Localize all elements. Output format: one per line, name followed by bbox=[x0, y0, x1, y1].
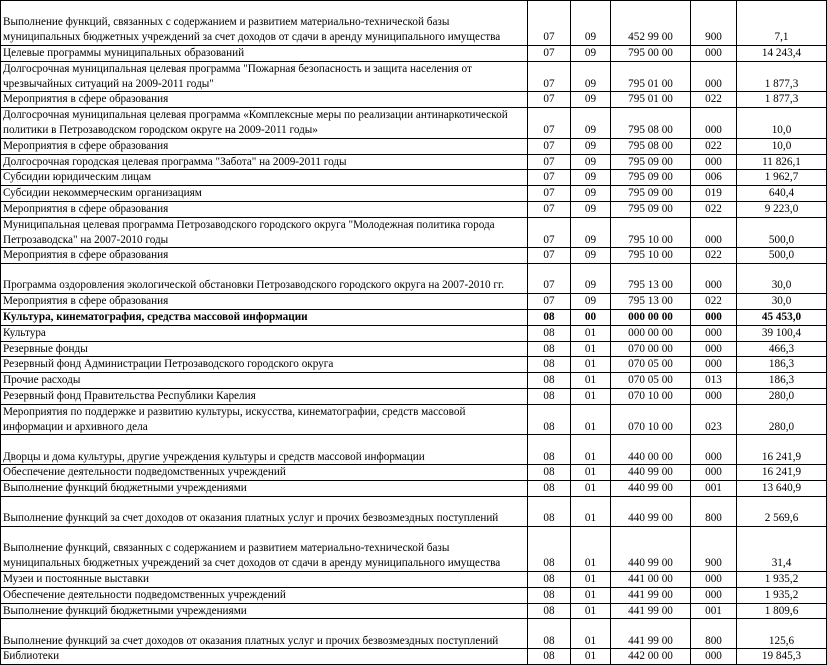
row-name-cell: Мероприятия в сфере образования bbox=[1, 248, 528, 264]
section-code-cell: 08 bbox=[528, 587, 571, 603]
table-row bbox=[1, 649, 827, 665]
expense-type-cell: 900 bbox=[691, 526, 737, 571]
section-code-cell: 07 bbox=[528, 1, 571, 46]
target-article-cell: 441 99 00 bbox=[611, 587, 691, 603]
section-code-cell: 07 bbox=[528, 201, 571, 217]
amount-cell: 125,6 bbox=[737, 619, 827, 649]
amount-cell: 7,1 bbox=[737, 1, 827, 46]
row-name-cell: Выполнение функций бюджетными учреждениями bbox=[1, 603, 528, 619]
table-row bbox=[1, 186, 827, 202]
target-article-cell: 795 00 00 bbox=[611, 46, 691, 62]
amount-cell: 1 962,7 bbox=[737, 170, 827, 186]
target-article-cell: 440 99 00 bbox=[611, 526, 691, 571]
row-name-cell: Целевые программы муниципальных образований bbox=[1, 46, 528, 62]
subsection-code-cell: 01 bbox=[571, 587, 611, 603]
subsection-code-cell: 01 bbox=[571, 341, 611, 357]
subsection-code-cell: 09 bbox=[571, 92, 611, 108]
expense-type-cell: 000 bbox=[691, 571, 737, 587]
expense-type-cell: 022 bbox=[691, 248, 737, 264]
budget-table-body bbox=[1, 1, 827, 665]
subsection-code-cell: 09 bbox=[571, 138, 611, 154]
target-article-cell: 070 05 00 bbox=[611, 373, 691, 389]
section-code-cell: 07 bbox=[528, 61, 571, 92]
section-code-cell: 07 bbox=[528, 264, 571, 294]
target-article-cell: 795 09 00 bbox=[611, 201, 691, 217]
amount-cell: 280,0 bbox=[737, 388, 827, 404]
subsection-code-cell: 01 bbox=[571, 373, 611, 389]
subsection-code-cell: 09 bbox=[571, 186, 611, 202]
section-code-cell: 08 bbox=[528, 325, 571, 341]
target-article-cell: 000 00 00 bbox=[611, 309, 691, 325]
target-article-cell: 795 09 00 bbox=[611, 186, 691, 202]
row-name-cell: Выполнение функций, связанных с содержанием и развитием материально-технической базы муниципальных бюджетных учреждений за счет доходов от сдачи в аренду муниципального имущества bbox=[1, 1, 528, 46]
section-code-cell: 08 bbox=[528, 571, 571, 587]
section-code-cell: 07 bbox=[528, 108, 571, 139]
section-code-cell: 08 bbox=[528, 404, 571, 435]
subsection-code-cell: 01 bbox=[571, 481, 611, 497]
target-article-cell: 441 00 00 bbox=[611, 571, 691, 587]
row-name-cell: Мероприятия в сфере образования bbox=[1, 201, 528, 217]
subsection-code-cell: 00 bbox=[571, 309, 611, 325]
row-name-cell: Выполнение функций, связанных с содержанием и развитием материально-технической базы муниципальных бюджетных учреждений за счет доходов от сдачи в аренду муниципального имущества bbox=[1, 526, 528, 571]
section-code-cell: 08 bbox=[528, 357, 571, 373]
section-code-cell: 08 bbox=[528, 373, 571, 389]
subsection-code-cell: 09 bbox=[571, 170, 611, 186]
subsection-code-cell: 09 bbox=[571, 248, 611, 264]
target-article-cell: 795 09 00 bbox=[611, 154, 691, 170]
expense-type-cell: 000 bbox=[691, 341, 737, 357]
section-code-cell: 08 bbox=[528, 388, 571, 404]
expense-type-cell: 013 bbox=[691, 373, 737, 389]
target-article-cell: 441 99 00 bbox=[611, 603, 691, 619]
subsection-code-cell: 01 bbox=[571, 649, 611, 665]
subsection-code-cell: 01 bbox=[571, 388, 611, 404]
expense-type-cell: 022 bbox=[691, 138, 737, 154]
expense-type-cell: 900 bbox=[691, 1, 737, 46]
expense-type-cell: 000 bbox=[691, 325, 737, 341]
expense-type-cell: 000 bbox=[691, 264, 737, 294]
target-article-cell: 440 99 00 bbox=[611, 496, 691, 526]
amount-cell: 30,0 bbox=[737, 264, 827, 294]
target-article-cell: 795 10 00 bbox=[611, 248, 691, 264]
expense-type-cell: 000 bbox=[691, 435, 737, 465]
target-article-cell: 452 99 00 bbox=[611, 1, 691, 46]
expense-type-cell: 000 bbox=[691, 61, 737, 92]
target-article-cell: 795 13 00 bbox=[611, 294, 691, 310]
row-name-cell: Выполнение функций за счет доходов от оказания платных услуг и прочих безвозмездных поступлений bbox=[1, 496, 528, 526]
target-article-cell: 070 05 00 bbox=[611, 357, 691, 373]
amount-cell: 31,4 bbox=[737, 526, 827, 571]
target-article-cell: 070 10 00 bbox=[611, 404, 691, 435]
table-row bbox=[1, 294, 827, 310]
row-name-cell: Резервный фонд Правительства Республики Карелия bbox=[1, 388, 528, 404]
table-row bbox=[1, 170, 827, 186]
subsection-code-cell: 09 bbox=[571, 201, 611, 217]
target-article-cell: 795 08 00 bbox=[611, 138, 691, 154]
expense-type-cell: 023 bbox=[691, 404, 737, 435]
target-article-cell: 795 10 00 bbox=[611, 217, 691, 248]
subsection-code-cell: 01 bbox=[571, 603, 611, 619]
table-row bbox=[1, 46, 827, 62]
table-row bbox=[1, 1, 827, 46]
amount-cell: 1 877,3 bbox=[737, 92, 827, 108]
table-row bbox=[1, 217, 827, 248]
section-code-cell: 08 bbox=[528, 481, 571, 497]
target-article-cell: 070 10 00 bbox=[611, 388, 691, 404]
expense-type-cell: 000 bbox=[691, 108, 737, 139]
row-name-cell: Выполнение функций бюджетными учреждениями bbox=[1, 481, 528, 497]
target-article-cell: 795 09 00 bbox=[611, 170, 691, 186]
subsection-code-cell: 09 bbox=[571, 154, 611, 170]
table-row bbox=[1, 138, 827, 154]
amount-cell: 186,3 bbox=[737, 373, 827, 389]
table-row bbox=[1, 309, 827, 325]
table-row bbox=[1, 201, 827, 217]
amount-cell: 19 845,3 bbox=[737, 649, 827, 665]
row-name-cell: Дворцы и дома культуры, другие учреждения культуры и средств массовой информации bbox=[1, 435, 528, 465]
amount-cell: 30,0 bbox=[737, 294, 827, 310]
table-row bbox=[1, 526, 827, 571]
row-name-cell: Мероприятия в сфере образования bbox=[1, 294, 528, 310]
subsection-code-cell: 01 bbox=[571, 325, 611, 341]
table-row bbox=[1, 357, 827, 373]
expense-type-cell: 001 bbox=[691, 481, 737, 497]
expense-type-cell: 800 bbox=[691, 619, 737, 649]
amount-cell: 13 640,9 bbox=[737, 481, 827, 497]
row-name-cell: Мероприятия в сфере образования bbox=[1, 138, 528, 154]
expense-type-cell: 000 bbox=[691, 587, 737, 603]
subsection-code-cell: 01 bbox=[571, 357, 611, 373]
section-code-cell: 07 bbox=[528, 248, 571, 264]
amount-cell: 1 877,3 bbox=[737, 61, 827, 92]
expense-type-cell: 019 bbox=[691, 186, 737, 202]
table-row bbox=[1, 248, 827, 264]
table-row bbox=[1, 496, 827, 526]
subsection-code-cell: 01 bbox=[571, 526, 611, 571]
amount-cell: 500,0 bbox=[737, 248, 827, 264]
amount-cell: 16 241,9 bbox=[737, 465, 827, 481]
row-name-cell: Долгосрочная муниципальная целевая программа "Пожарная безопасность и защита населения от чрезвычайных ситуаций на 2009-2011 годы" bbox=[1, 61, 528, 92]
subsection-code-cell: 09 bbox=[571, 46, 611, 62]
expense-type-cell: 022 bbox=[691, 201, 737, 217]
table-row bbox=[1, 61, 827, 92]
target-article-cell: 795 01 00 bbox=[611, 92, 691, 108]
table-row bbox=[1, 341, 827, 357]
table-row bbox=[1, 603, 827, 619]
table-row bbox=[1, 404, 827, 435]
row-name-cell: Обеспечение деятельности подведомственных учреждений bbox=[1, 465, 528, 481]
section-code-cell: 07 bbox=[528, 294, 571, 310]
table-row bbox=[1, 465, 827, 481]
table-row bbox=[1, 435, 827, 465]
target-article-cell: 442 00 00 bbox=[611, 649, 691, 665]
amount-cell: 1 935,2 bbox=[737, 587, 827, 603]
section-code-cell: 08 bbox=[528, 619, 571, 649]
subsection-code-cell: 01 bbox=[571, 465, 611, 481]
section-code-cell: 07 bbox=[528, 138, 571, 154]
row-name-cell: Мероприятия по поддержке и развитию культуры, искусства, кинематографии, средств массовой информации и архивного дела bbox=[1, 404, 528, 435]
amount-cell: 10,0 bbox=[737, 138, 827, 154]
row-name-cell: Субсидии некоммерческим организациям bbox=[1, 186, 528, 202]
row-name-cell: Резервный фонд Администрации Петрозаводского городского округа bbox=[1, 357, 528, 373]
table-row bbox=[1, 92, 827, 108]
table-row bbox=[1, 481, 827, 497]
row-name-cell: Культура, кинематография, средства массовой информации bbox=[1, 309, 528, 325]
amount-cell: 280,0 bbox=[737, 404, 827, 435]
section-code-cell: 07 bbox=[528, 154, 571, 170]
table-row bbox=[1, 264, 827, 294]
row-name-cell: Прочие расходы bbox=[1, 373, 528, 389]
table-row bbox=[1, 619, 827, 649]
subsection-code-cell: 01 bbox=[571, 571, 611, 587]
expense-type-cell: 006 bbox=[691, 170, 737, 186]
target-article-cell: 440 00 00 bbox=[611, 435, 691, 465]
section-code-cell: 08 bbox=[528, 341, 571, 357]
section-code-cell: 07 bbox=[528, 186, 571, 202]
table-row bbox=[1, 108, 827, 139]
amount-cell: 14 243,4 bbox=[737, 46, 827, 62]
target-article-cell: 440 99 00 bbox=[611, 465, 691, 481]
section-code-cell: 08 bbox=[528, 465, 571, 481]
row-name-cell: Резервные фонды bbox=[1, 341, 528, 357]
target-article-cell: 795 08 00 bbox=[611, 108, 691, 139]
subsection-code-cell: 09 bbox=[571, 108, 611, 139]
expense-type-cell: 000 bbox=[691, 649, 737, 665]
expense-type-cell: 000 bbox=[691, 357, 737, 373]
subsection-code-cell: 09 bbox=[571, 61, 611, 92]
section-code-cell: 07 bbox=[528, 46, 571, 62]
expense-type-cell: 000 bbox=[691, 154, 737, 170]
expense-type-cell: 022 bbox=[691, 92, 737, 108]
subsection-code-cell: 09 bbox=[571, 217, 611, 248]
section-code-cell: 08 bbox=[528, 526, 571, 571]
section-code-cell: 08 bbox=[528, 496, 571, 526]
row-name-cell: Библиотеки bbox=[1, 649, 528, 665]
expense-type-cell: 000 bbox=[691, 46, 737, 62]
table-row bbox=[1, 325, 827, 341]
section-code-cell: 08 bbox=[528, 649, 571, 665]
row-name-cell: Музеи и постоянные выставки bbox=[1, 571, 528, 587]
amount-cell: 11 826,1 bbox=[737, 154, 827, 170]
expense-type-cell: 000 bbox=[691, 309, 737, 325]
target-article-cell: 000 00 00 bbox=[611, 325, 691, 341]
row-name-cell: Долгосрочная муниципальная целевая программа «Комплексные меры по реализации антинаркотической политики в Петрозаводском городском округе на 2009-2011 годы» bbox=[1, 108, 528, 139]
target-article-cell: 070 00 00 bbox=[611, 341, 691, 357]
amount-cell: 45 453,0 bbox=[737, 309, 827, 325]
amount-cell: 16 241,9 bbox=[737, 435, 827, 465]
subsection-code-cell: 01 bbox=[571, 404, 611, 435]
target-article-cell: 795 13 00 bbox=[611, 264, 691, 294]
amount-cell: 2 569,6 bbox=[737, 496, 827, 526]
amount-cell: 500,0 bbox=[737, 217, 827, 248]
section-code-cell: 08 bbox=[528, 435, 571, 465]
amount-cell: 640,4 bbox=[737, 186, 827, 202]
expense-type-cell: 800 bbox=[691, 496, 737, 526]
section-code-cell: 08 bbox=[528, 309, 571, 325]
expense-type-cell: 022 bbox=[691, 294, 737, 310]
expense-type-cell: 001 bbox=[691, 603, 737, 619]
row-name-cell: Выполнение функций за счет доходов от оказания платных услуг и прочих безвозмездных поступлений bbox=[1, 619, 528, 649]
amount-cell: 1 809,6 bbox=[737, 603, 827, 619]
amount-cell: 466,3 bbox=[737, 341, 827, 357]
amount-cell: 9 223,0 bbox=[737, 201, 827, 217]
row-name-cell: Долгосрочная городская целевая программа "Забота" на 2009-2011 годы bbox=[1, 154, 528, 170]
subsection-code-cell: 01 bbox=[571, 435, 611, 465]
subsection-code-cell: 09 bbox=[571, 264, 611, 294]
subsection-code-cell: 01 bbox=[571, 619, 611, 649]
row-name-cell: Муниципальная целевая программа Петрозаводского городского округа "Молодежная политика города Петрозаводска" на 2007-2010 годы bbox=[1, 217, 528, 248]
row-name-cell: Обеспечение деятельности подведомственных учреждений bbox=[1, 587, 528, 603]
amount-cell: 10,0 bbox=[737, 108, 827, 139]
table-row bbox=[1, 154, 827, 170]
table-row bbox=[1, 587, 827, 603]
amount-cell: 186,3 bbox=[737, 357, 827, 373]
target-article-cell: 441 99 00 bbox=[611, 619, 691, 649]
amount-cell: 1 935,2 bbox=[737, 571, 827, 587]
subsection-code-cell: 01 bbox=[571, 496, 611, 526]
row-name-cell: Мероприятия в сфере образования bbox=[1, 92, 528, 108]
row-name-cell: Культура bbox=[1, 325, 528, 341]
subsection-code-cell: 09 bbox=[571, 294, 611, 310]
section-code-cell: 08 bbox=[528, 603, 571, 619]
expense-type-cell: 000 bbox=[691, 217, 737, 248]
expense-type-cell: 000 bbox=[691, 465, 737, 481]
amount-cell: 39 100,4 bbox=[737, 325, 827, 341]
table-row bbox=[1, 571, 827, 587]
subsection-code-cell: 09 bbox=[571, 1, 611, 46]
table-row bbox=[1, 388, 827, 404]
table-row bbox=[1, 373, 827, 389]
target-article-cell: 440 99 00 bbox=[611, 481, 691, 497]
target-article-cell: 795 01 00 bbox=[611, 61, 691, 92]
section-code-cell: 07 bbox=[528, 92, 571, 108]
expense-type-cell: 000 bbox=[691, 388, 737, 404]
section-code-cell: 07 bbox=[528, 217, 571, 248]
row-name-cell: Программа оздоровления экологической обстановки Петрозаводского городского округа на 2007-2010 гг. bbox=[1, 264, 528, 294]
section-code-cell: 07 bbox=[528, 170, 571, 186]
row-name-cell: Субсидии юридическим лицам bbox=[1, 170, 528, 186]
